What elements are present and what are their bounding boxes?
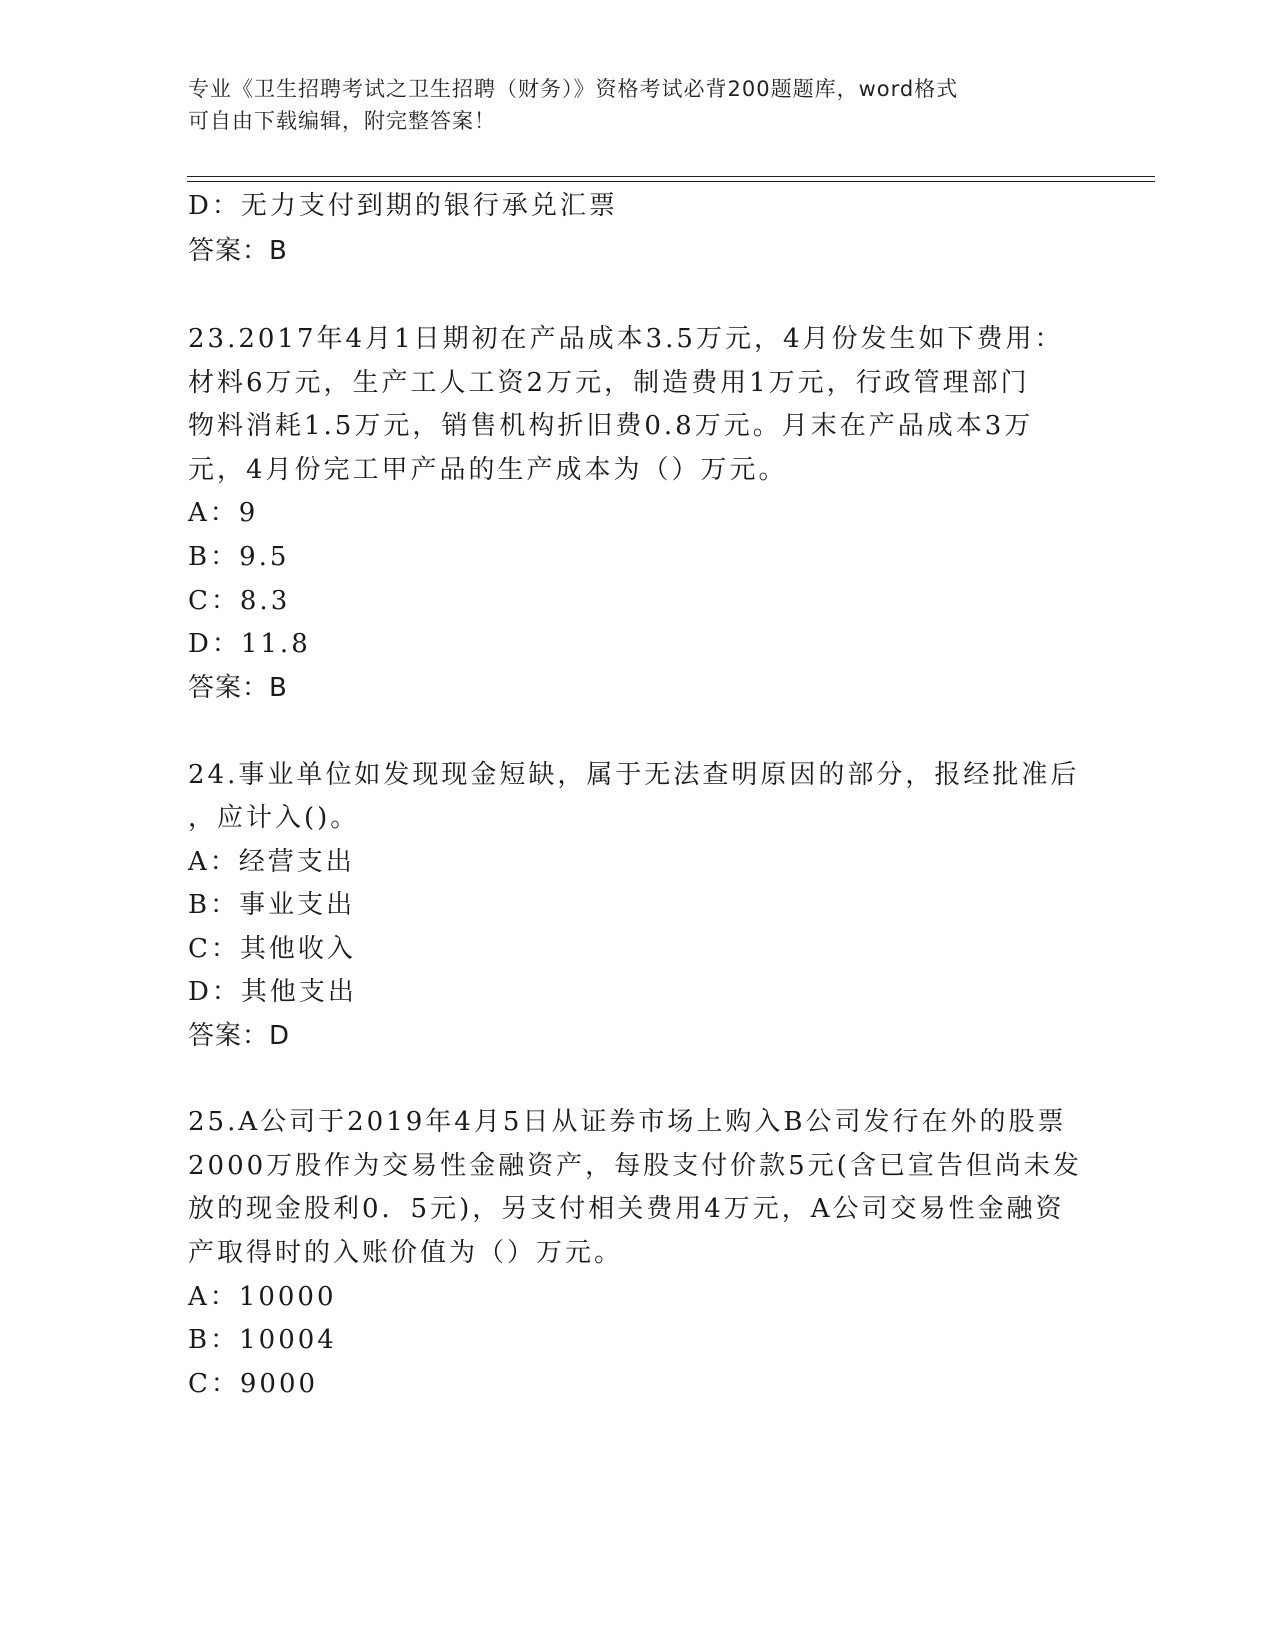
- q23-answer: 答案：B: [188, 673, 288, 703]
- document-header: [188, 73, 1068, 137]
- q25-stem-line-4: 产取得时的入账价值为（）万元。: [188, 1238, 624, 1268]
- q23-stem-line-1: 23.2017年4月1日期初在产品成本3.5万元，4月份发生如下费用：: [188, 324, 1064, 354]
- q24-stem-line-1: 24.事业单位如发现现金短缺，属于无法查明原因的部分，报经批准后: [188, 760, 1080, 790]
- q23-option-c: C：8.3: [188, 586, 291, 616]
- q25-stem-line-1: 25.A公司于2019年4月5日从证券市场上购入B公司发行在外的股票: [188, 1107, 1067, 1137]
- q23-option-a: A：9: [188, 498, 259, 528]
- q25-option-a: A：10000: [188, 1282, 337, 1312]
- header-divider-top: [187, 176, 1155, 177]
- prev-question-option-d: D：无力支付到期的银行承兑汇票: [188, 191, 618, 221]
- header-title-line-2: 可自由下载编辑，附完整答案！: [188, 109, 496, 133]
- q24-option-c: C：其他收入: [188, 934, 356, 964]
- q24-option-a: A：经营支出: [188, 847, 355, 877]
- q23-option-d: D：11.8: [188, 629, 311, 659]
- q25-option-b: B：10004: [188, 1325, 337, 1355]
- q23-stem-line-3: 物料消耗1.5万元，销售机构折旧费0.8万元。月末在产品成本3万: [188, 411, 1034, 441]
- q24-option-b: B：事业支出: [188, 890, 356, 920]
- q23-stem-line-2: 材料6万元，生产工人工资2万元，制造费用1万元，行政管理部门: [188, 368, 1030, 398]
- q23-option-b: B：9.5: [188, 542, 290, 572]
- q24-option-d: D：其他支出: [188, 977, 357, 1007]
- q24-answer: 答案：D: [188, 1021, 291, 1051]
- q25-stem-line-2: 2000万股作为交易性金融资产，每股支付价款5元(含已宣告但尚未发: [188, 1151, 1082, 1181]
- q24-stem-line-2: ，应计入()。: [188, 803, 360, 833]
- header-divider-bottom: [187, 181, 1155, 182]
- q25-option-c: C：9000: [188, 1369, 319, 1399]
- q23-stem-line-4: 元，4月份完工甲产品的生产成本为（）万元。: [188, 455, 788, 485]
- prev-question-answer: 答案：B: [188, 236, 288, 266]
- header-title-line-1: 专业《卫生招聘考试之卫生招聘（财务）》资格考试必背200题题库，word格式: [188, 77, 959, 101]
- q25-stem-line-3: 放的现金股利0．5元)，另支付相关费用4万元，A公司交易性金融资: [188, 1194, 1065, 1224]
